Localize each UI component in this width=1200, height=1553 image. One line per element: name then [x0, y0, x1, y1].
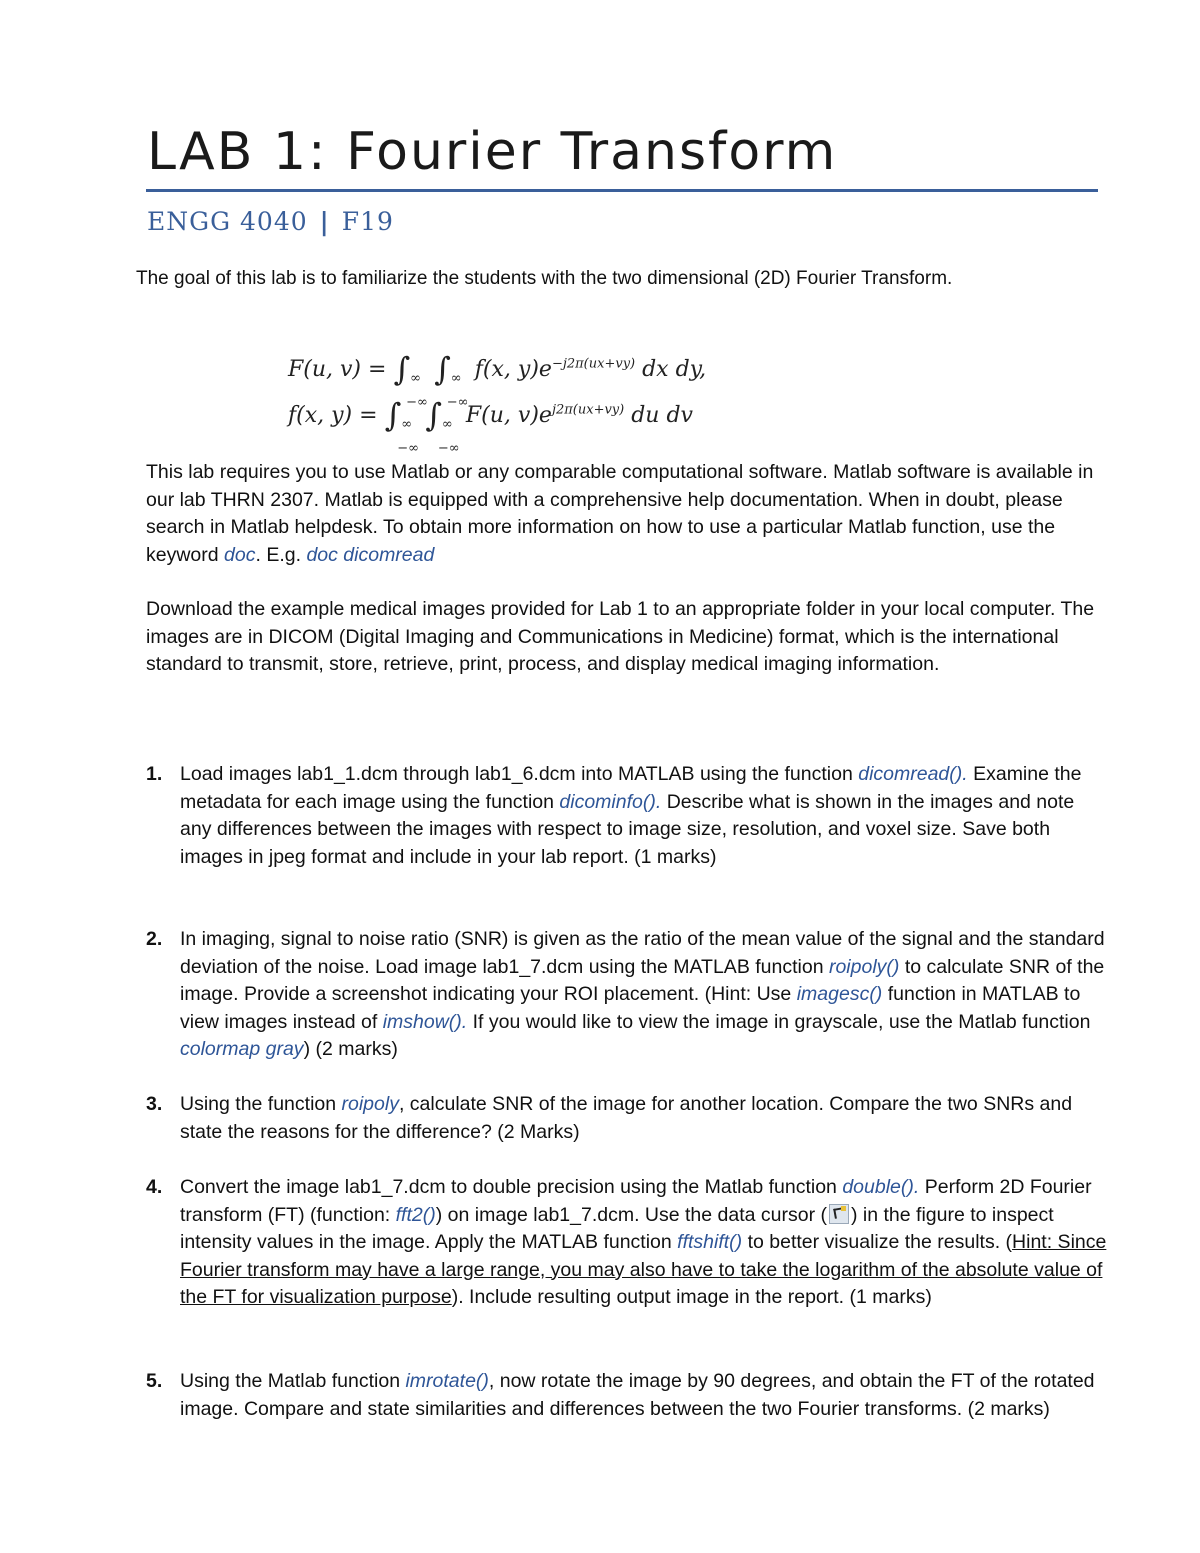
task-item-3: 3. Using the function roipoly, calculate SNR of the image for another location. Compare the two SNRs and state the reasons for the difference? (2 Marks) — [146, 1093, 1073, 1143]
function-name: roipoly — [341, 1093, 399, 1115]
task-item-1: 1. Load images lab1_1.dcm through lab1_6.dcm into MATLAB using the function dicomread(). Examine the metadata for each image using the function dicominfo(). Describe what is shown in the images and note any differences between the images with respect to image size, resolution, and voxel size. Save both images in jpeg format and include in your lab report. (1 marks) — [146, 763, 1082, 868]
function-name: double(). — [842, 1176, 920, 1198]
function-name: fft2() — [395, 1203, 436, 1226]
integral-sign: ∫ — [384, 396, 402, 434]
integral-sign: ∫ — [393, 350, 411, 388]
function-name: fftshift() — [677, 1231, 743, 1253]
course-code: ENGG 4040 — [147, 207, 308, 236]
inverse-differentials: du dv — [624, 403, 693, 428]
task-item-5: 5. Using the Matlab function imrotate(), now rotate the image by 90 degrees, and obtain the FT of the rotated image. Compare and state similarities and differences between the two Fourier transforms. (2 marks) — [146, 1370, 1095, 1420]
function-name: imagesc() — [796, 983, 883, 1005]
doc-example: doc dicomread — [306, 543, 435, 566]
task-number: 2. — [146, 928, 163, 950]
inverse-exponent: j2π(ux+vy) — [551, 402, 625, 418]
task-number: 5. — [146, 1370, 163, 1392]
software-paragraph: This lab requires you to use Matlab or any comparable computational software. Matlab software is available in our lab THRN 2307. Matlab is equipped with a comprehensive help documentation. When in doubt, please search in Matlab helpdesk. To obtain more information on how to use a particular Matlab function, use the keyword doc. E.g. doc dicomread — [146, 461, 1094, 566]
inverse-lhs: f(x, y) = — [288, 403, 385, 428]
title-divider — [146, 189, 1098, 192]
forward-integrand: f(x, y)e — [474, 357, 552, 382]
course-term: F19 — [341, 207, 394, 236]
integral-sign: ∫ — [434, 350, 451, 388]
function-name: dicomread(). — [858, 763, 968, 785]
forward-transform-equation: F(u, v) = ∫ ∞ −∞ ∫ ∞ −∞ f(x, $y)e^{-j2\pi(ux+vy)}$ dx dy, — [288, 350, 707, 410]
function-name: imrotate() — [405, 1370, 489, 1392]
intro-text: The goal of this lab is to familiarize the students with the two dimensional (2D) Fourier Transform. — [136, 268, 953, 289]
data-cursor-icon — [829, 1204, 849, 1224]
task-number: 1. — [146, 763, 163, 785]
inverse-transform-equation: f(x, y) = ∫ ∞ −∞ ∫ ∞ −∞ F(u, $v)e^{j2\pi(ux+vy)}$ du dv — [288, 396, 693, 456]
forward-differentials: dx dy, — [635, 357, 707, 382]
subtitle-separator: | — [319, 207, 330, 236]
task-number: 3. — [146, 1093, 163, 1115]
task-item-2: 2. In imaging, signal to noise ratio (SNR) is given as the ratio of the mean value of the signal and the standard deviation of the noise. Load image lab1_7.dcm using the MATLAB function roipoly() to calculate SNR of the image. Provide a screenshot indicating your ROI placement. (Hint: Use imagesc() function in MATLAB to view images instead of imshow(). If you would like to view the image in grayscale, use the Matlab function colormap gray) (2 marks) — [146, 928, 1105, 1060]
page-title: LAB 1: Fourier Transform — [147, 122, 838, 182]
doc-keyword: doc — [224, 543, 256, 566]
task-number: 4. — [146, 1176, 163, 1198]
course-subtitle — [147, 207, 394, 236]
function-name: imshow(). — [382, 1010, 468, 1033]
integral-sign: ∫ — [425, 396, 442, 434]
forward-exponent: −j2π(ux+vy) — [551, 356, 636, 372]
hint-text: Hint: Since Fourier transform may have a large range, you may also have to take the logarithm of the absolute value of the FT for visualization purpose — [180, 1231, 1107, 1308]
task-item-4: 4. Convert the image lab1_7.dcm to double precision using the Matlab function double(). Perform 2D Fourier transform (FT) (function: fft2()) on image lab1_7.dcm. Use the data cursor ( ) in the figure to inspect intensity values in the image. Apply the MATLAB function fftshift() to better visualize the results. (Hint: Since Fourier transform may have a large range, you may also have to take the logarithm of the absolute value of the FT for visualization purpose). Include resulting output image in the report. (1 marks) — [146, 1176, 1107, 1308]
function-name: colormap gray — [180, 1038, 304, 1060]
function-name: roipoly() — [828, 955, 900, 978]
fourier-equations — [288, 346, 728, 456]
function-name: dicominfo(). — [559, 790, 662, 813]
download-paragraph: Download the example medical images provided for Lab 1 to an appropriate folder in your local computer. The images are in DICOM (Digital Imaging and Communications in Medicine) format, which is the international standard to transmit, store, retrieve, print, process, and display medical imaging information. — [146, 598, 1095, 675]
forward-lhs: F(u, v) = — [288, 357, 394, 382]
inverse-integrand: F(u, v)e — [465, 403, 552, 428]
